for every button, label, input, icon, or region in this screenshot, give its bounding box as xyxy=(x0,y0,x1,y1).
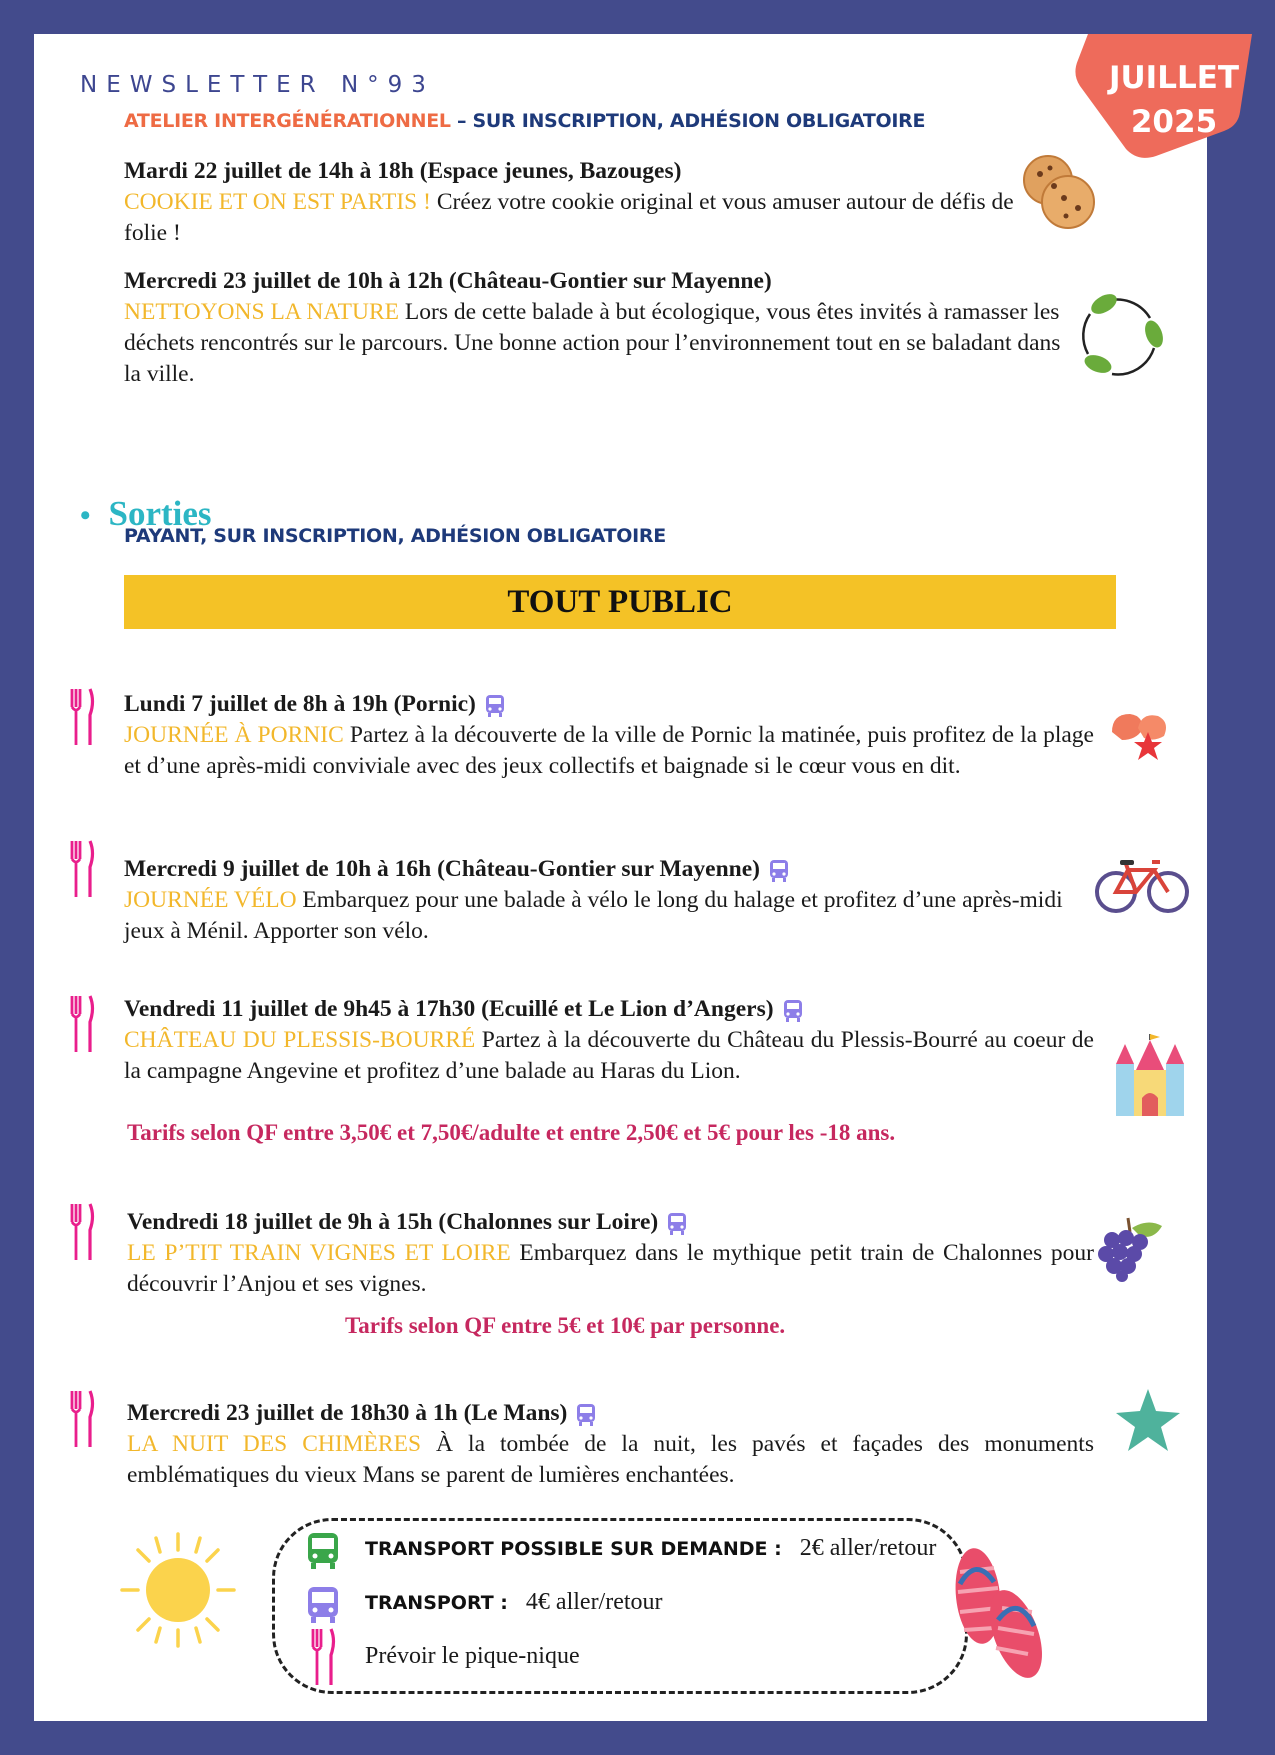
cutlery-icon xyxy=(68,687,96,747)
legend-box xyxy=(272,1518,968,1694)
sun-icon xyxy=(118,1530,238,1650)
recycle-icon xyxy=(1074,290,1168,380)
event-date: Mardi 22 juillet de 14h à 18h (Espace jeunes, Bazouges) xyxy=(124,158,682,184)
event-date-text: Lundi 7 juillet de 8h à 19h (Pornic) xyxy=(124,691,476,717)
event-desc: Embarquez pour une balade à vélo le long du halage et profitez d’une après-midi jeux à Ménil. Apporter son vélo. xyxy=(124,887,1063,944)
event-train xyxy=(127,1207,1094,1300)
event-date-text: Mercredi 9 juillet de 10h à 16h (Château-Gontier sur Mayenne) xyxy=(124,856,760,882)
event-date xyxy=(124,854,1094,885)
atelier-conditions xyxy=(124,110,925,132)
event-name: LE P’TIT TRAIN VIGNES ET LOIRE xyxy=(127,1240,511,1266)
month-label: JUILLET xyxy=(1108,60,1240,96)
event-desc: Créez votre cookie original et vous amuser autour de défis de folie ! xyxy=(124,189,1014,246)
event-description xyxy=(124,720,1094,782)
legend-transport-demand xyxy=(365,1535,936,1562)
sorties-heading-text: Sorties xyxy=(108,494,212,533)
cookies-icon xyxy=(1020,150,1102,232)
event-desc: Partez à la découverte de la ville de Pornic la matinée, puis profitez de la plage et d’une après-midi conviviale avec des jeux collectifs et baignade si le cœur vous en dit. xyxy=(124,722,1094,779)
event-chimeres xyxy=(127,1398,1094,1491)
event-velo xyxy=(124,854,1094,947)
event-date xyxy=(124,689,1094,720)
tout-public-band: TOUT PUBLIC xyxy=(124,575,1116,629)
event-date xyxy=(124,994,1094,1025)
bullet-dot: • xyxy=(80,499,91,532)
event-date-text: Mercredi 23 juillet de 18h30 à 1h (Le Mans) xyxy=(127,1400,568,1426)
legend-label: TRANSPORT : xyxy=(365,1592,508,1614)
bus-icon xyxy=(484,694,506,718)
event-description xyxy=(124,187,1044,249)
newsletter-page xyxy=(34,34,1240,1721)
newsletter-title: NEWSLETTER N°93 xyxy=(80,72,435,98)
event-desc: Lors de cette balade à but écologique, vous êtes invités à ramasser les déchets rencontrés sur le parcours. Une bonne action pour l’environnement tout en se baladant dans la ville. xyxy=(124,299,1061,387)
event-name: NETTOYONS LA NATURE xyxy=(124,299,400,325)
event-desc: Partez à la découverte du Château du Plessis-Bourré au coeur de la campagne Angevine et profitez d’une balade au Haras du Lion. xyxy=(124,1027,1094,1084)
bus-icon xyxy=(768,859,790,883)
event-name: JOURNÉE À PORNIC xyxy=(124,722,344,748)
event-desc: Embarquez dans le mythique petit train de Chalonnes pour découvrir l’Anjou et ses vignes. xyxy=(127,1240,1094,1297)
bus-icon xyxy=(305,1531,341,1571)
month-tag xyxy=(1074,34,1275,194)
event-price: Tarifs selon QF entre 5€ et 10€ par personne. xyxy=(345,1313,786,1338)
event-name: CHÂTEAU DU PLESSIS-BOURRÉ xyxy=(124,1027,476,1053)
cutlery-icon xyxy=(68,1202,96,1262)
sorties-conditions xyxy=(124,525,666,547)
event-name: JOURNÉE VÉLO xyxy=(124,887,297,913)
flip-flops-icon xyxy=(946,1542,1046,1682)
event-description xyxy=(124,297,1074,390)
legend-label: TRANSPORT POSSIBLE SUR DEMANDE : xyxy=(365,1538,782,1560)
seashells-icon xyxy=(1108,702,1178,762)
cutlery-icon xyxy=(309,1625,337,1689)
castle-icon xyxy=(1114,1034,1186,1118)
event-description xyxy=(127,1429,1094,1491)
event-cookie xyxy=(124,156,1044,249)
atelier-category: ATELIER INTERGÉNÉRATIONNEL xyxy=(124,110,451,132)
event-desc: À la tombée de la nuit, les pavés et façades des monuments emblématiques du vieux Mans se parent de lumières enchantées. xyxy=(127,1431,1094,1488)
event-date-text: Vendredi 18 juillet de 9h à 15h (Chalonnes sur Loire) xyxy=(127,1209,659,1235)
event-date: Mercredi 23 juillet de 10h à 12h (Château-Gontier sur Mayenne) xyxy=(124,268,772,294)
bus-icon xyxy=(782,999,804,1023)
grapes-icon xyxy=(1092,1214,1168,1282)
year-label: 2025 xyxy=(1130,104,1218,140)
legend-value: 2€ aller/retour xyxy=(799,1535,937,1561)
sorties-conditions-text: PAYANT, SUR INSCRIPTION, ADHÉSION OBLIGATOIRE xyxy=(124,525,666,547)
event-nettoyons xyxy=(124,266,1074,390)
cutlery-icon xyxy=(68,1389,96,1449)
cutlery-icon xyxy=(68,994,96,1054)
event-name: COOKIE ET ON EST PARTIS ! xyxy=(124,189,431,215)
event-plessis xyxy=(124,994,1094,1087)
event-name: LA NUIT DES CHIMÈRES xyxy=(127,1431,422,1457)
event-date xyxy=(127,1398,1094,1429)
event-date xyxy=(127,1207,1094,1238)
event-pornic xyxy=(124,689,1094,782)
bus-icon xyxy=(666,1212,688,1236)
bicycle-icon xyxy=(1094,852,1190,916)
starfish-icon xyxy=(1114,1387,1182,1455)
legend-transport xyxy=(365,1589,663,1616)
event-description xyxy=(127,1238,1094,1300)
atelier-conditions-text: – SUR INSCRIPTION, ADHÉSION OBLIGATOIRE xyxy=(450,110,926,132)
bus-icon xyxy=(305,1585,341,1625)
event-description xyxy=(124,885,1094,947)
event-price: Tarifs selon QF entre 3,50€ et 7,50€/adulte et entre 2,50€ et 5€ pour les -18 ans. xyxy=(127,1120,896,1145)
cutlery-icon xyxy=(68,839,96,899)
event-description xyxy=(124,1025,1094,1087)
legend-value: 4€ aller/retour xyxy=(525,1589,663,1615)
bus-icon xyxy=(575,1403,597,1427)
event-date-text: Vendredi 11 juillet de 9h45 à 17h30 (Ecuillé et Le Lion d’Angers) xyxy=(124,996,774,1022)
legend-picnic: Prévoir le pique-nique xyxy=(365,1643,580,1669)
